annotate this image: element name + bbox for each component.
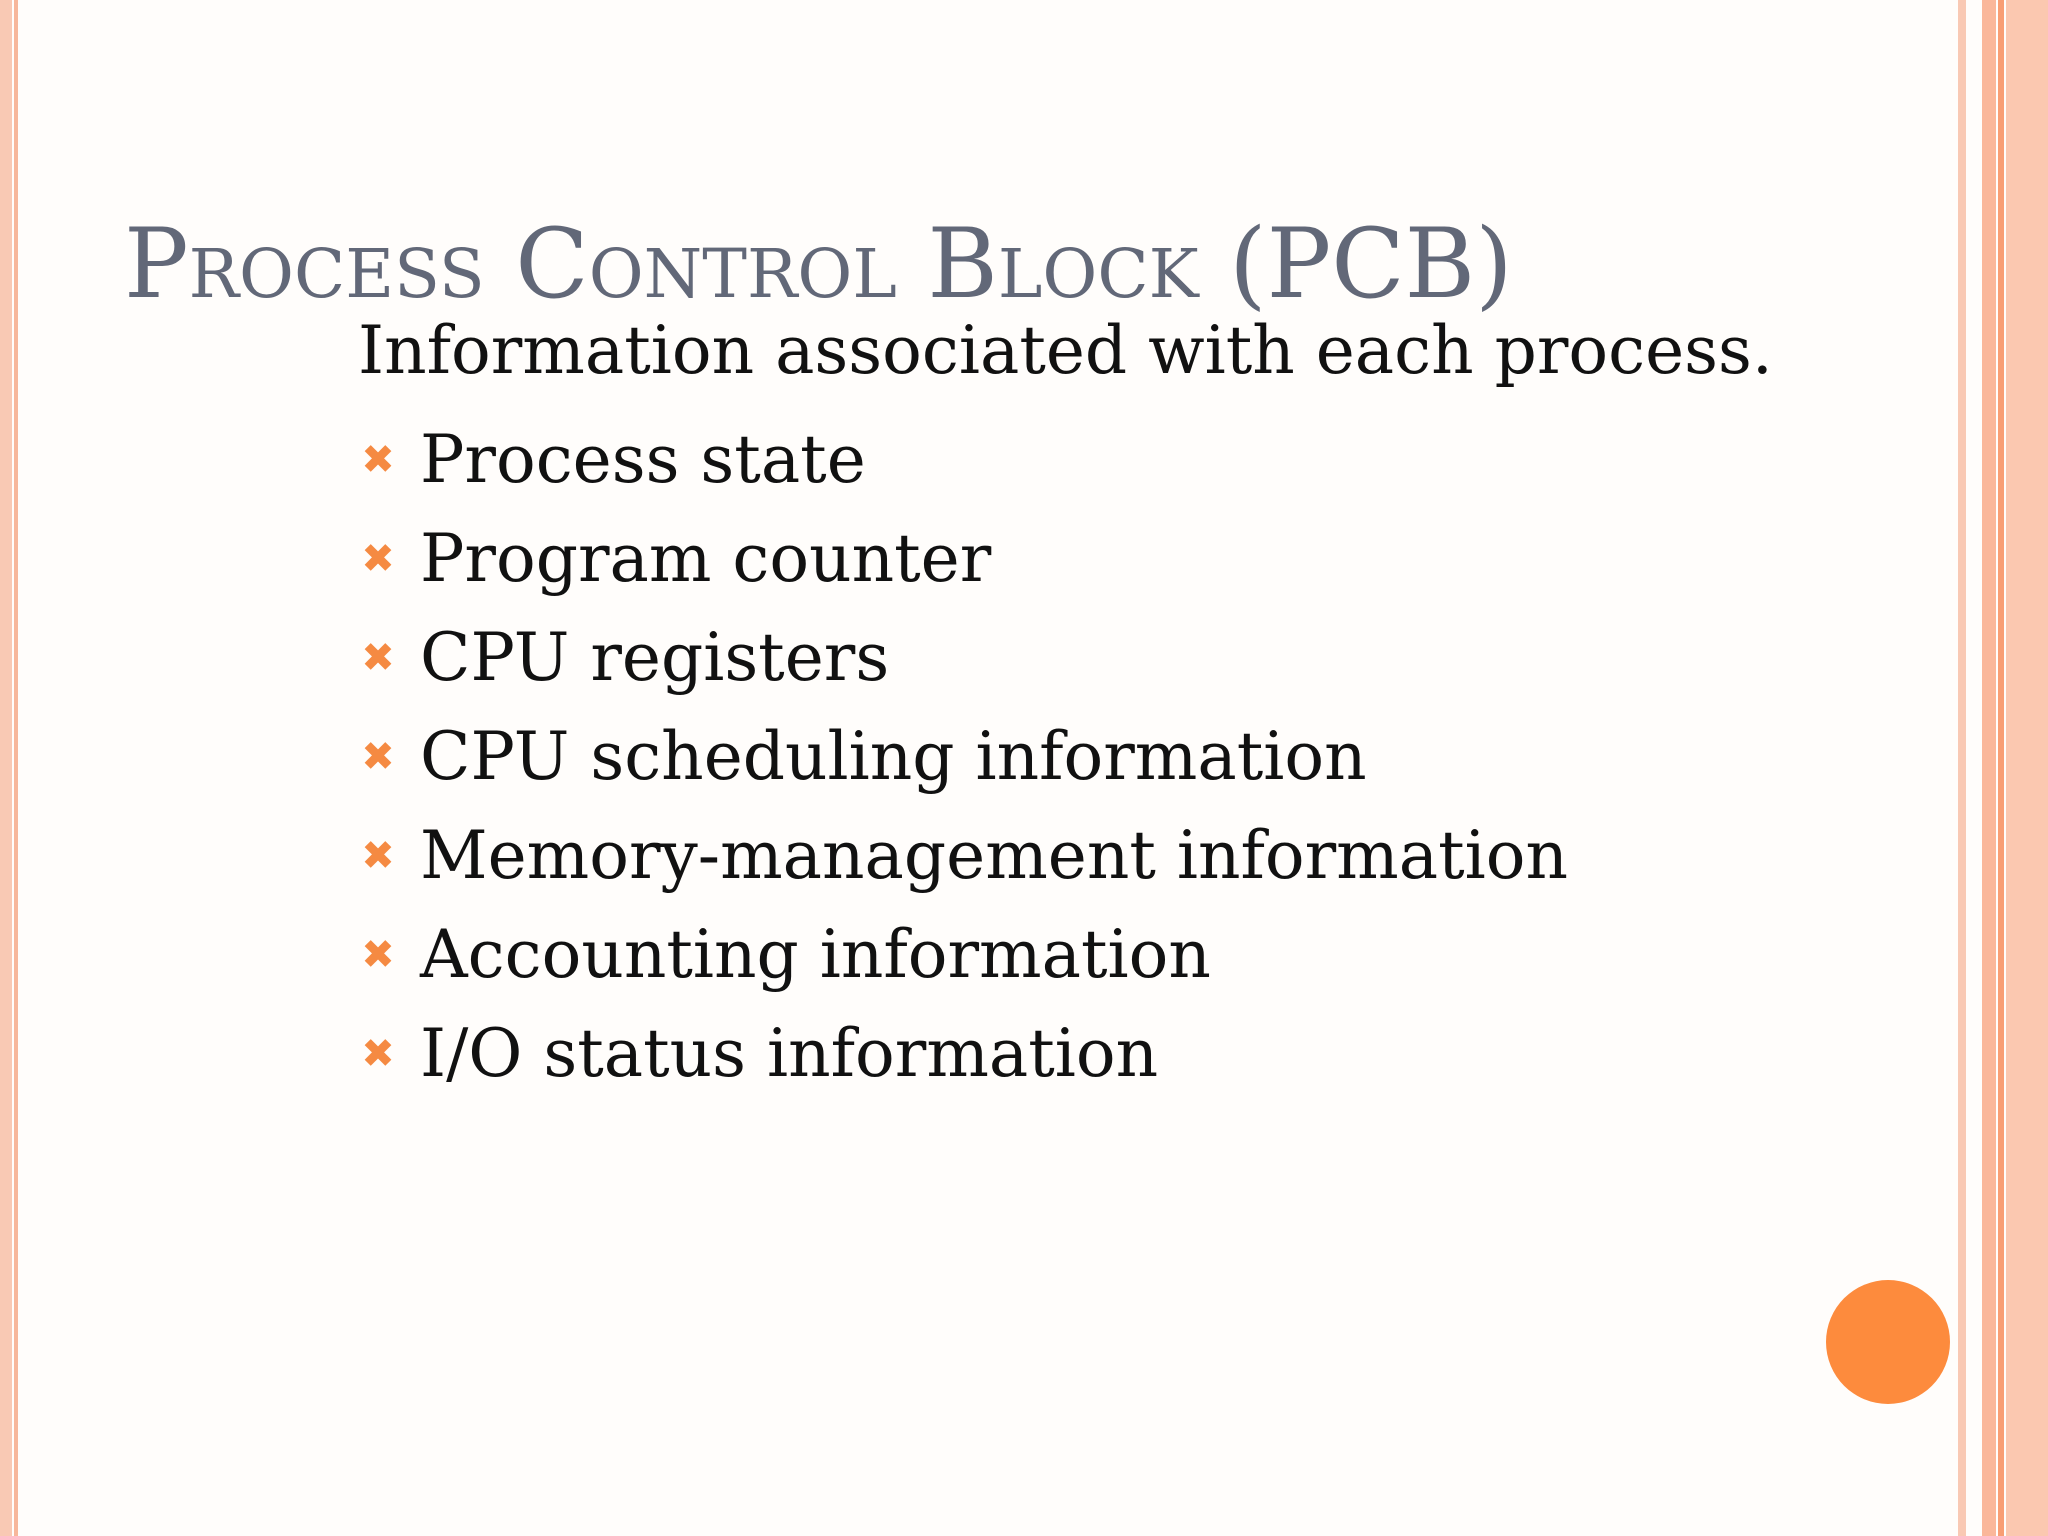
x-mark-icon: ✖ [361,733,395,780]
right-border-band [2006,0,2048,1536]
decorative-circle [1826,1280,1950,1404]
right-border-line [1958,0,1966,1536]
bullet-list [358,410,1568,1103]
x-mark-icon: ✖ [361,634,395,681]
list-item [358,608,1568,707]
x-mark-icon: ✖ [361,931,395,978]
list-item-text: Memory-management information [420,817,1568,894]
list-item [358,806,1568,905]
x-mark-icon: ✖ [361,436,395,483]
x-mark-icon: ✖ [361,535,395,582]
slide-title: Process Control Block (PCB) [124,208,1513,320]
list-item-text: CPU scheduling information [420,718,1367,795]
right-border-stripe [1982,0,1996,1536]
list-item-text: Process state [420,421,866,498]
left-border-line [14,0,18,1536]
left-border-stripe [0,0,12,1536]
x-mark-icon: ✖ [361,1030,395,1077]
list-item [358,410,1568,509]
x-mark-icon: ✖ [361,832,395,879]
list-item-text: Program counter [420,520,992,597]
list-item-text: Accounting information [420,916,1211,993]
list-item [358,1004,1568,1103]
intro-text: Information associated with each process. [358,312,1773,389]
right-border-accent [1998,0,2004,1536]
list-item [358,905,1568,1004]
list-item [358,509,1568,608]
list-item-text: CPU registers [420,619,890,696]
list-item-text: I/O status information [420,1015,1159,1092]
list-item [358,707,1568,806]
